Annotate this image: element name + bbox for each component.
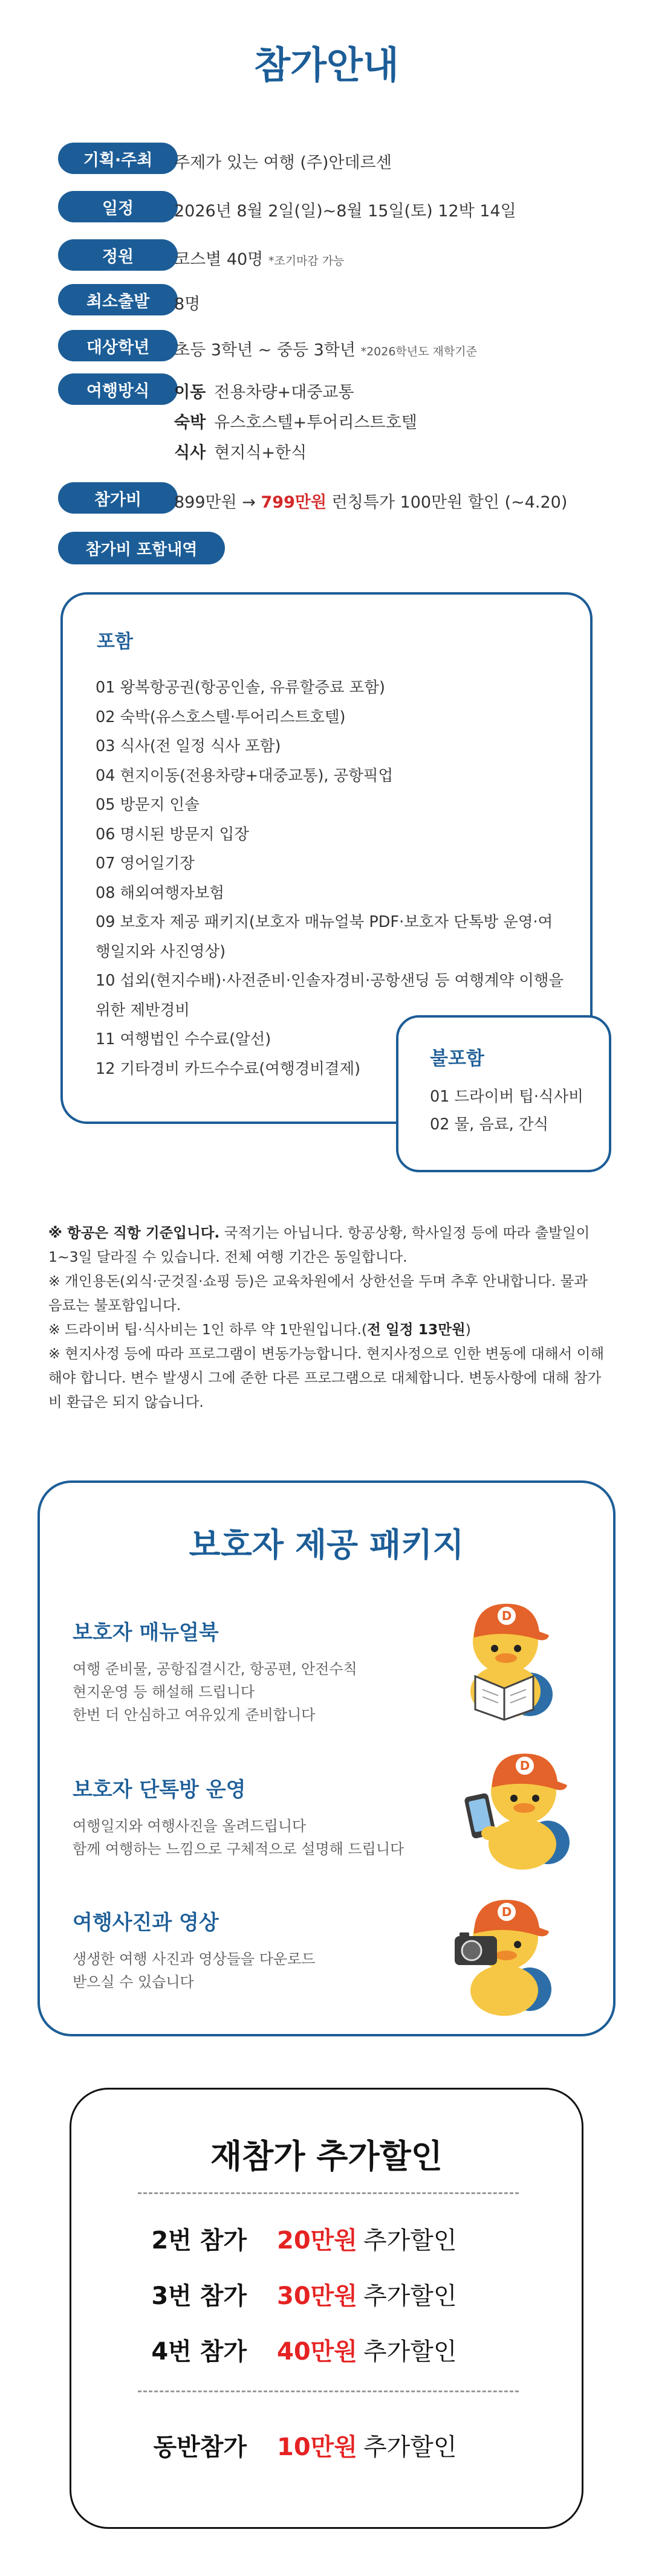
feature-photos xyxy=(73,1906,315,1993)
label-capacity: 정원 xyxy=(58,239,178,271)
feature-line: 한번 더 안심하고 여유있게 준비합니다 xyxy=(73,1706,316,1723)
feature-line: 여행 준비물, 공항집결시간, 항공편, 안전수칙 xyxy=(73,1661,357,1677)
list-item: 03 식사(전 일정 식사 포함) xyxy=(96,737,281,755)
discount-amount: 10만원 xyxy=(277,2433,357,2461)
duck-phone-icon xyxy=(451,1737,584,1876)
rediscount-box xyxy=(70,2088,583,2529)
fee-original: 899만원 xyxy=(174,493,237,512)
discount-suffix: 추가할인 xyxy=(363,2227,457,2255)
excluded-list xyxy=(430,1083,583,1138)
rediscount-title: 재참가 추가할인 xyxy=(210,2137,443,2175)
discount-row xyxy=(71,2221,582,2256)
list-item: 06 명시된 방문지 입장 xyxy=(96,825,249,844)
label-host: 기획·주최 xyxy=(58,143,178,174)
travel-key: 식사 xyxy=(174,444,206,462)
feature-title: 보호자 단톡방 운영 xyxy=(73,1778,246,1802)
list-item: 10 섭외(현지수배)·사전준비·인솔자경비·공항샌딩 등 여행계약 이행을 위한 제반경비 xyxy=(96,972,564,1019)
feature-line: 현지운영 등 해설해 드립니다 xyxy=(73,1683,255,1700)
list-item: 07 영어일기장 xyxy=(96,854,195,873)
note-tip-bold: 전 일정 13만원 xyxy=(367,1321,466,1338)
guardian-title: 보호자 제공 패키지 xyxy=(189,1526,464,1564)
divider xyxy=(138,2390,519,2392)
travel-row-move xyxy=(174,379,354,402)
feature-title: 보호자 매뉴얼북 xyxy=(73,1621,219,1645)
value-capacity xyxy=(174,246,345,270)
list-item: 09 보호자 제공 패키지(보호자 매뉴얼북 PDF·보호자 단톡방 운영·여행일지와 사진영상) xyxy=(96,913,553,961)
travel-value: 전용차량+대중교통 xyxy=(214,383,354,402)
excluded-box xyxy=(396,1015,611,1172)
discount-suffix: 추가할인 xyxy=(363,2282,457,2310)
note-tip-post: ) xyxy=(465,1321,471,1338)
discount-label: 4번 참가 xyxy=(151,2338,247,2366)
mascot-cap-letter: D xyxy=(501,1905,512,1919)
fee-arrow: → xyxy=(242,493,256,512)
label-fee: 참가비 xyxy=(58,482,178,514)
mascot-cap-letter: D xyxy=(519,1758,530,1773)
list-item: 08 해외여행자보험 xyxy=(96,883,224,902)
travel-key: 숙박 xyxy=(174,413,206,432)
label-schedule: 일정 xyxy=(58,191,178,222)
note-flight-bold: ※ 항공은 직항 기준입니다. xyxy=(48,1224,220,1241)
travel-value: 유스호스텔+투어리스트호텔 xyxy=(214,413,417,432)
discount-row xyxy=(71,2428,582,2462)
list-item: 01 드라이버 팁·식사비 xyxy=(430,1088,583,1106)
value-schedule: 2026년 8월 2일(일)~8월 15일(토) 12박 14일 xyxy=(174,202,516,221)
divider xyxy=(138,2192,519,2194)
value-fee xyxy=(174,489,567,512)
discount-suffix: 추가할인 xyxy=(363,2433,457,2461)
discount-label: 동반참가 xyxy=(153,2433,247,2461)
note-flight xyxy=(48,1221,605,1269)
grade-note: *2026학년도 재학기준 xyxy=(360,345,477,358)
discount-row xyxy=(71,2277,582,2311)
note-pocket-money: ※ 개인용돈(외식·군것질·쇼핑 등)은 교육차원에서 상한선을 두며 추후 안내합니다. 물과 음료는 불포함입니다. xyxy=(48,1273,588,1314)
capacity-value: 코스별 40명 xyxy=(174,250,264,269)
discount-amount: 30만원 xyxy=(277,2282,357,2310)
travel-value: 현지식+한식 xyxy=(214,444,307,462)
list-item: 05 방문지 인솔 xyxy=(96,796,200,814)
feature-line: 여행일지와 여행사진을 올려드립니다 xyxy=(73,1818,307,1835)
list-item: 12 기타경비 카드수수료(여행경비결제) xyxy=(96,1059,361,1078)
label-grade: 대상학년 xyxy=(58,330,178,361)
list-item: 02 숙박(유스호스텔·투어리스트호텔) xyxy=(96,708,346,726)
discount-suffix: 추가할인 xyxy=(363,2338,457,2366)
travel-row-meal xyxy=(174,439,307,463)
list-item: 01 왕복항공권(항공인솔, 유류할증료 포함) xyxy=(96,679,385,697)
label-fee-includes: 참가비 포함내역 xyxy=(58,532,225,564)
grade-value: 초등 3학년 ~ 중등 3학년 xyxy=(174,341,356,360)
guardian-package-box xyxy=(37,1480,616,2036)
excluded-title: 불포함 xyxy=(430,1048,484,1070)
travel-key: 이동 xyxy=(174,383,206,402)
list-item: 11 여행법인 수수료(알선) xyxy=(96,1030,271,1048)
duck-camera-icon xyxy=(433,1882,566,2021)
feature-title: 여행사진과 영상 xyxy=(73,1911,219,1935)
value-minimum: 8명 xyxy=(174,295,201,314)
feature-chatroom xyxy=(73,1773,404,1861)
discount-label: 3번 참가 xyxy=(151,2282,247,2310)
mascot-cap-letter: D xyxy=(501,1609,512,1623)
feature-line: 생생한 여행 사진과 영상들을 다운로드 xyxy=(73,1951,316,1968)
label-travel: 여행방식 xyxy=(58,373,178,405)
note-flight-rest: 국적기는 아닙니다. 항공상황, 학사일정 등에 따라 출발일이 1~3일 달라질 수 있습니다. 전체 여행 기간은 동일합니다. xyxy=(48,1224,590,1265)
value-grade xyxy=(174,337,477,360)
feature-manual xyxy=(73,1616,357,1726)
fee-sale: 799만원 xyxy=(261,493,327,512)
note-program-change: ※ 현지사정 등에 따라 프로그램이 변동가능합니다. 현지사정으로 인한 변동에 대해서 이해해야 합니다. 변수 발생시 그에 준한 다른 프로그램으로 대체합니다. 변동사항에 대해 참가비 환급은 되지 않습니다. xyxy=(48,1345,605,1410)
notes xyxy=(48,1221,605,1414)
feature-line: 받으실 수 있습니다 xyxy=(73,1974,194,1990)
discount-amount: 40만원 xyxy=(277,2338,357,2366)
note-tip-pre: ※ 드라이버 팁·식사비는 1인 하루 약 1만원입니다.( xyxy=(48,1321,368,1338)
list-item: 04 현지이동(전용차량+대중교통), 공항픽업 xyxy=(96,766,394,785)
feature-line: 함께 여행하는 느낌으로 구체적으로 설명해 드립니다 xyxy=(73,1841,404,1858)
page-title: 참가안내 xyxy=(254,43,399,87)
note-driver-tip xyxy=(48,1317,605,1341)
value-host: 주제가 있는 여행 (주)안데르센 xyxy=(174,153,392,172)
discount-label: 2번 참가 xyxy=(151,2227,247,2255)
list-item: 02 물, 음료, 간식 xyxy=(430,1115,549,1134)
discount-row xyxy=(71,2332,582,2367)
included-title: 포함 xyxy=(97,631,133,653)
travel-row-stay xyxy=(174,409,417,433)
duck-reading-icon xyxy=(439,1586,572,1725)
discount-amount: 20만원 xyxy=(277,2227,357,2255)
fee-rest: 런칭특가 100만원 할인 (~4.20) xyxy=(331,493,568,512)
label-minimum: 최소출발 xyxy=(58,284,178,315)
capacity-note: *조기마감 가능 xyxy=(268,254,345,268)
